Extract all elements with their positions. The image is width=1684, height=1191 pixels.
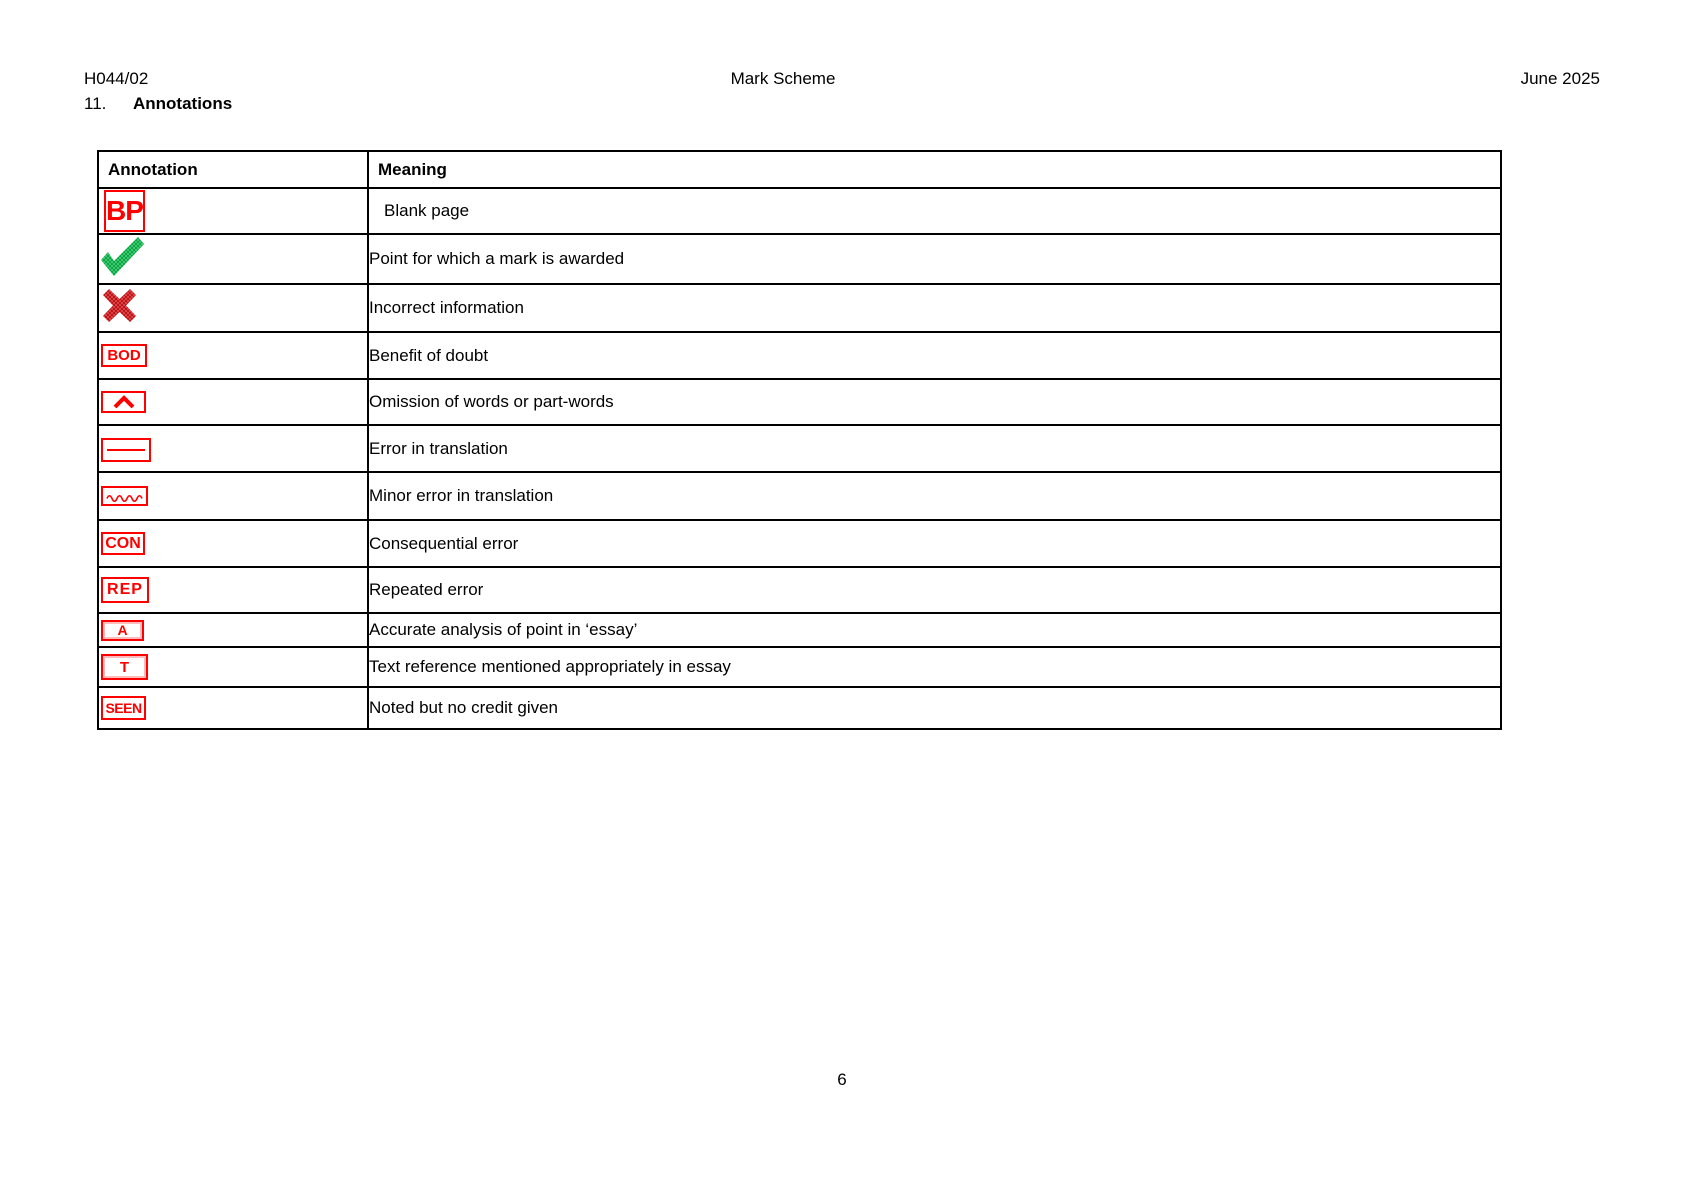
annotation-cell — [98, 567, 368, 613]
annotation-row — [98, 567, 1501, 613]
t-stamp-icon: T — [101, 654, 148, 680]
annotation-row — [98, 284, 1501, 332]
annotation-row — [98, 687, 1501, 729]
annotation-cell — [98, 647, 368, 687]
meaning-cell: Repeated error — [368, 567, 1501, 613]
table-header-row — [98, 151, 1501, 188]
annotation-row — [98, 425, 1501, 472]
annotation-cell — [98, 613, 368, 647]
bod-stamp-icon: BOD — [101, 344, 147, 367]
meaning-cell: Minor error in translation — [368, 472, 1501, 520]
meaning-cell: Blank page — [368, 188, 1501, 234]
paper-code: H044/02 — [84, 69, 149, 88]
annotation-cell — [98, 472, 368, 520]
section-heading — [84, 94, 232, 114]
bp-stamp-icon: BP — [104, 190, 145, 232]
annotation-row — [98, 188, 1501, 234]
annotation-row — [98, 647, 1501, 687]
wavy-line-stamp-icon — [101, 486, 148, 506]
annotation-row — [98, 332, 1501, 379]
annotation-cell — [98, 332, 368, 379]
caret-stamp-icon — [101, 391, 146, 413]
page-number: 6 — [837, 1070, 847, 1089]
meaning-cell: Consequential error — [368, 520, 1501, 567]
rep-stamp-icon: REP — [101, 577, 149, 603]
annotation-cell — [98, 520, 368, 567]
a-stamp-icon: A — [101, 620, 144, 641]
annotation-cell — [98, 284, 368, 332]
column-header-annotation: Annotation — [98, 151, 368, 188]
annotation-cell — [98, 425, 368, 472]
meaning-cell: Text reference mentioned appropriately in essay — [368, 647, 1501, 687]
meaning-cell: Incorrect information — [368, 284, 1501, 332]
meaning-cell: Point for which a mark is awarded — [368, 234, 1501, 284]
annotations-table — [97, 150, 1502, 730]
annotation-row — [98, 379, 1501, 425]
annotation-cell — [98, 234, 368, 284]
annotation-row — [98, 472, 1501, 520]
meaning-cell: Benefit of doubt — [368, 332, 1501, 379]
column-header-meaning: Meaning — [368, 151, 1501, 188]
annotation-table-body — [98, 188, 1501, 729]
cross-icon — [99, 286, 140, 325]
annotation-cell — [98, 188, 368, 234]
seen-stamp-icon: SEEN — [101, 696, 146, 720]
annotation-row — [98, 234, 1501, 284]
session-date: June 2025 — [1520, 69, 1600, 88]
underline-stamp-icon — [101, 438, 151, 462]
annotation-cell — [98, 379, 368, 425]
section-number: 11. — [84, 94, 107, 113]
meaning-cell: Error in translation — [368, 425, 1501, 472]
annotation-cell — [98, 687, 368, 729]
section-title: Annotations — [133, 94, 233, 113]
con-stamp-icon: CON — [101, 532, 145, 555]
document-title: Mark Scheme — [730, 69, 836, 88]
meaning-cell: Noted but no credit given — [368, 687, 1501, 729]
annotation-row — [98, 613, 1501, 647]
meaning-cell: Omission of words or part-words — [368, 379, 1501, 425]
meaning-cell: Accurate analysis of point in ‘essay’ — [368, 613, 1501, 647]
annotation-row — [98, 520, 1501, 567]
tick-icon — [99, 235, 145, 278]
